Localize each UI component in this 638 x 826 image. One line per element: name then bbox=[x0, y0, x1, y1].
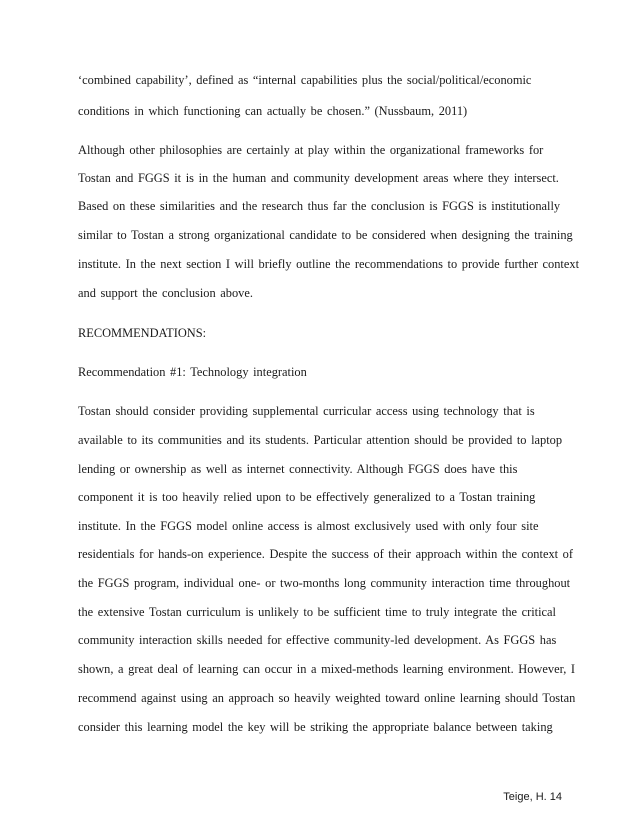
text-line: the FGGS program, individual one- or two-months long community interaction time throughout bbox=[78, 576, 571, 590]
section-heading: RECOMMENDATIONS: bbox=[78, 326, 207, 340]
text-line: similar to Tostan a strong organizational candidate to be considered when designing the training bbox=[78, 228, 573, 242]
text-line: component it is too heavily relied upon to be effectively generalized to a Tostan training bbox=[78, 490, 536, 504]
text-line: conditions in which functioning can actually be chosen.” (Nussbaum, 2011) bbox=[78, 104, 468, 118]
text-line: Based on these similarities and the research thus far the conclusion is FGGS is institutionally bbox=[78, 199, 561, 213]
subsection-heading: Recommendation #1: Technology integration bbox=[78, 365, 307, 379]
text-line: institute. In the next section I will briefly outline the recommendations to provide further context bbox=[78, 257, 580, 271]
text-line: Although other philosophies are certainly at play within the organizational frameworks for bbox=[78, 143, 544, 157]
text-line: shown, a great deal of learning can occur in a mixed-methods learning environment. However, I bbox=[78, 662, 576, 676]
page-footer: Teige, H. 14 bbox=[503, 791, 562, 803]
text-line: consider this learning model the key will be striking the appropriate balance between taking bbox=[78, 720, 553, 734]
text-line: the extensive Tostan curriculum is unlikely to be sufficient time to truly integrate the critical bbox=[78, 605, 557, 619]
text-line: ‘combined capability’, defined as “internal capabilities plus the social/political/economic bbox=[78, 73, 532, 87]
text-line: Tostan and FGGS it is in the human and community development areas where they intersect. bbox=[78, 171, 559, 185]
text-line: lending or ownership as well as internet connectivity. Although FGGS does have this bbox=[78, 462, 518, 476]
text-line: institute. In the FGGS model online access is almost exclusively used with only four site bbox=[78, 519, 539, 533]
text-line: recommend against using an approach so heavily weighted toward online learning should Tostan bbox=[78, 691, 576, 705]
text-line: and support the conclusion above. bbox=[78, 286, 253, 300]
text-line: community interaction skills needed for effective community-led development. As FGGS has bbox=[78, 633, 557, 647]
text-line: Tostan should consider providing supplemental curricular access using technology that is bbox=[78, 404, 535, 418]
text-line: residentials for hands-on experience. Despite the success of their approach within the context of bbox=[78, 547, 573, 561]
text-line: available to its communities and its students. Particular attention should be provided to laptop bbox=[78, 433, 563, 447]
